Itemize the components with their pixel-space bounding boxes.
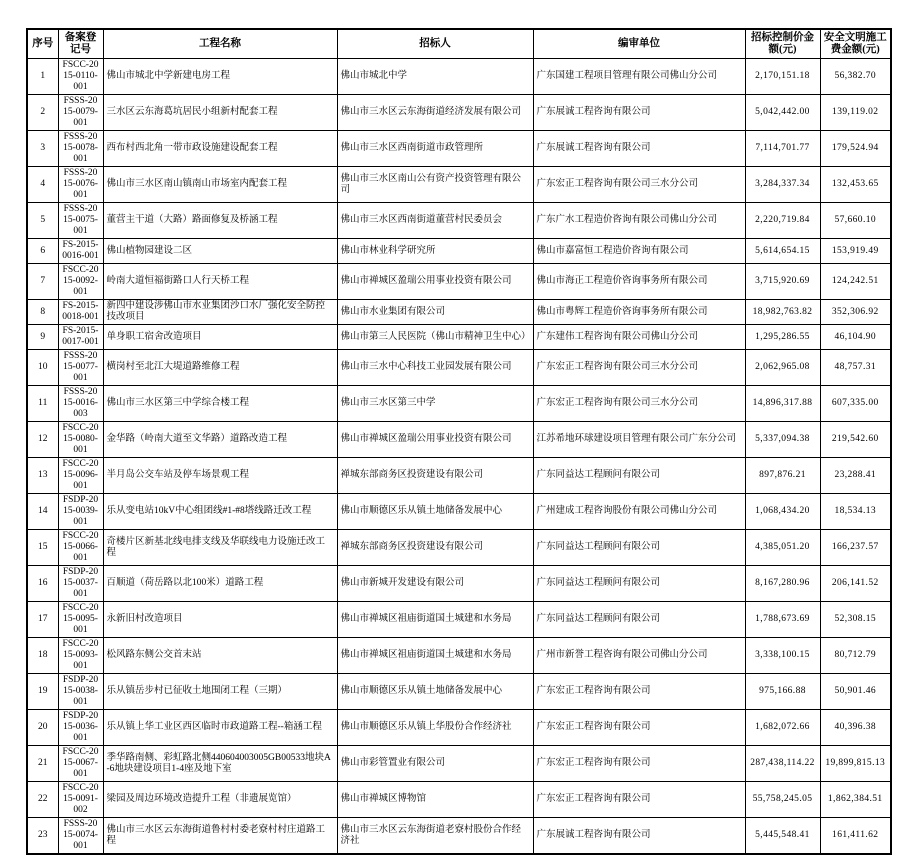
tenderer-cell: 佛山市三水区西南街道市政管理所 <box>337 131 533 167</box>
control-price-cell: 2,170,151.18 <box>745 59 820 95</box>
table-row <box>27 818 891 855</box>
review-unit-cell: 广东同益达工程顾问有限公司 <box>533 458 745 494</box>
control-price-cell: 3,338,100.15 <box>745 638 820 674</box>
seq-cell: 10 <box>27 350 58 386</box>
header-safety-fee: 安全文明施工费金额(元) <box>820 29 891 59</box>
seq-cell: 20 <box>27 710 58 746</box>
safety-fee-cell: 124,242.51 <box>820 264 891 300</box>
tenderer-cell: 佛山市林业科学研究所 <box>337 239 533 264</box>
project-name-cell: 新四中建设涉佛山市水业集团沙口水厂强化安全防控技改项目 <box>103 300 337 325</box>
table-row <box>27 782 891 818</box>
safety-fee-cell: 166,237.57 <box>820 530 891 566</box>
project-name-cell: 乐从镇上华工业区西区临时市政道路工程--箱涵工程 <box>103 710 337 746</box>
registration-cell: FSDP-2015-0037-001 <box>58 566 103 602</box>
project-name-cell: 佛山市三水区云东海街道鲁村村委老寮村村庄道路工程 <box>103 818 337 855</box>
project-name-cell: 奇楼片区新基北线电排支线及华联线电力设施迁改工程 <box>103 530 337 566</box>
safety-fee-cell: 19,899,815.13 <box>820 746 891 782</box>
seq-cell: 18 <box>27 638 58 674</box>
control-price-cell: 3,715,920.69 <box>745 264 820 300</box>
tenderer-cell: 佛山市城北中学 <box>337 59 533 95</box>
tenderer-cell: 佛山市顺德区乐从镇土地储备发展中心 <box>337 674 533 710</box>
table-row <box>27 494 891 530</box>
control-price-cell: 14,896,317.88 <box>745 386 820 422</box>
tenderer-cell: 佛山市彩管置业有限公司 <box>337 746 533 782</box>
safety-fee-cell: 161,411.62 <box>820 818 891 855</box>
table-header <box>27 29 891 59</box>
registration-cell: FSCC-2015-0095-001 <box>58 602 103 638</box>
tenderer-cell: 佛山市顺德区乐从镇上华股份合作经济社 <box>337 710 533 746</box>
tenderer-cell: 佛山市第三人民医院（佛山市精神卫生中心） <box>337 325 533 350</box>
seq-cell: 19 <box>27 674 58 710</box>
seq-cell: 14 <box>27 494 58 530</box>
table-row <box>27 325 891 350</box>
review-unit-cell: 广东展诚工程咨询有限公司 <box>533 131 745 167</box>
control-price-cell: 1,682,072.66 <box>745 710 820 746</box>
tenderer-cell: 佛山市三水区第三中学 <box>337 386 533 422</box>
project-name-cell: 西布村西北角一带市政设施建设配套工程 <box>103 131 337 167</box>
table-row <box>27 710 891 746</box>
control-price-cell: 975,166.88 <box>745 674 820 710</box>
tenderer-cell: 佛山市三水区西南街道董营村民委员会 <box>337 203 533 239</box>
registration-cell: FSSS-2015-0077-001 <box>58 350 103 386</box>
registration-cell: FSSS-2015-0016-003 <box>58 386 103 422</box>
table-row <box>27 350 891 386</box>
control-price-cell: 1,788,673.69 <box>745 602 820 638</box>
control-price-cell: 1,295,286.55 <box>745 325 820 350</box>
table-row <box>27 674 891 710</box>
project-name-cell: 松风路东侧公交首末站 <box>103 638 337 674</box>
table-row <box>27 167 891 203</box>
safety-fee-cell: 52,308.15 <box>820 602 891 638</box>
table-row <box>27 566 891 602</box>
table-row <box>27 638 891 674</box>
tenderer-cell: 佛山市新城开发建设有限公司 <box>337 566 533 602</box>
review-unit-cell: 广东宏正工程咨询有限公司 <box>533 710 745 746</box>
control-price-cell: 5,337,094.38 <box>745 422 820 458</box>
seq-cell: 9 <box>27 325 58 350</box>
safety-fee-cell: 50,901.46 <box>820 674 891 710</box>
registration-cell: FSCC-2015-0092-001 <box>58 264 103 300</box>
safety-fee-cell: 57,660.10 <box>820 203 891 239</box>
safety-fee-cell: 153,919.49 <box>820 239 891 264</box>
header-row <box>27 29 891 59</box>
registration-cell: FSDP-2015-0036-001 <box>58 710 103 746</box>
registration-cell: FSDP-2015-0039-001 <box>58 494 103 530</box>
seq-cell: 21 <box>27 746 58 782</box>
control-price-cell: 3,284,337.34 <box>745 167 820 203</box>
review-unit-cell: 江苏希地环球建设项目管理有限公司广东分公司 <box>533 422 745 458</box>
seq-cell: 15 <box>27 530 58 566</box>
review-unit-cell: 广东宏正工程咨询有限公司三水分公司 <box>533 350 745 386</box>
control-price-cell: 5,042,442.00 <box>745 95 820 131</box>
registration-cell: FSCC-2015-0066-001 <box>58 530 103 566</box>
control-price-cell: 7,114,701.77 <box>745 131 820 167</box>
seq-cell: 8 <box>27 300 58 325</box>
review-unit-cell: 广东国建工程项目管理有限公司佛山分公司 <box>533 59 745 95</box>
registration-cell: FSCC-2015-0067-001 <box>58 746 103 782</box>
tenderer-cell: 佛山市水业集团有限公司 <box>337 300 533 325</box>
table-row <box>27 59 891 95</box>
table-row <box>27 602 891 638</box>
seq-cell: 1 <box>27 59 58 95</box>
seq-cell: 4 <box>27 167 58 203</box>
review-unit-cell: 广东建伟工程咨询有限公司佛山分公司 <box>533 325 745 350</box>
header-registration: 备案登记号 <box>58 29 103 59</box>
seq-cell: 23 <box>27 818 58 855</box>
header-tenderer: 招标人 <box>337 29 533 59</box>
table-row <box>27 239 891 264</box>
table-row <box>27 458 891 494</box>
review-unit-cell: 广东广水工程造价咨询有限公司佛山分公司 <box>533 203 745 239</box>
header-project-name: 工程名称 <box>103 29 337 59</box>
table-row <box>27 95 891 131</box>
review-unit-cell: 广东同益达工程顾问有限公司 <box>533 566 745 602</box>
project-name-cell: 梁园及周边环境改造提升工程（非遗展览馆） <box>103 782 337 818</box>
tenderer-cell: 佛山市三水区云东海街道经济发展有限公司 <box>337 95 533 131</box>
tenderer-cell: 佛山市禅城区盈瑞公用事业投资有限公司 <box>337 422 533 458</box>
table-row <box>27 264 891 300</box>
control-price-cell: 1,068,434.20 <box>745 494 820 530</box>
review-unit-cell: 佛山市粤辉工程造价咨询事务所有限公司 <box>533 300 745 325</box>
seq-cell: 13 <box>27 458 58 494</box>
safety-fee-cell: 179,524.94 <box>820 131 891 167</box>
registration-cell: FSSS-2015-0076-001 <box>58 167 103 203</box>
review-unit-cell: 佛山市嘉富恒工程造价咨询有限公司 <box>533 239 745 264</box>
review-unit-cell: 广东宏正工程咨询有限公司 <box>533 674 745 710</box>
review-unit-cell: 广州建成工程咨询股份有限公司佛山分公司 <box>533 494 745 530</box>
review-unit-cell: 广东宏正工程咨询有限公司三水分公司 <box>533 386 745 422</box>
registration-cell: FSDP-2015-0038-001 <box>58 674 103 710</box>
registration-cell: FSSS-2015-0074-001 <box>58 818 103 855</box>
safety-fee-cell: 206,141.52 <box>820 566 891 602</box>
tenderer-cell: 佛山市三水区云东海街道老寮村股份合作经济社 <box>337 818 533 855</box>
project-name-cell: 岭南大道恒福街路口人行天桥工程 <box>103 264 337 300</box>
tenderer-cell: 禅城东部商务区投资建设有限公司 <box>337 458 533 494</box>
control-price-cell: 18,982,763.82 <box>745 300 820 325</box>
bid-control-price-table <box>26 28 892 855</box>
tenderer-cell: 佛山市三水区南山公有资产投资管理有限公司 <box>337 167 533 203</box>
registration-cell: FS-2015-0017-001 <box>58 325 103 350</box>
project-name-cell: 半月岛公交车站及停车场景观工程 <box>103 458 337 494</box>
project-name-cell: 三水区云东海葛坑居民小组新村配套工程 <box>103 95 337 131</box>
control-price-cell: 55,758,245.05 <box>745 782 820 818</box>
safety-fee-cell: 23,288.41 <box>820 458 891 494</box>
registration-cell: FSCC-2015-0091-002 <box>58 782 103 818</box>
tenderer-cell: 禅城东部商务区投资建设有限公司 <box>337 530 533 566</box>
header-review-unit: 编审单位 <box>533 29 745 59</box>
safety-fee-cell: 40,396.38 <box>820 710 891 746</box>
review-unit-cell: 广东宏正工程咨询有限公司三水分公司 <box>533 167 745 203</box>
control-price-cell: 2,062,965.08 <box>745 350 820 386</box>
tenderer-cell: 佛山市禅城区祖庙街道国土城建和水务局 <box>337 638 533 674</box>
control-price-cell: 287,438,114.22 <box>745 746 820 782</box>
registration-cell: FSSS-2015-0078-001 <box>58 131 103 167</box>
project-name-cell: 金华路（岭南大道至文华路）道路改造工程 <box>103 422 337 458</box>
review-unit-cell: 佛山市海正工程造价咨询事务所有限公司 <box>533 264 745 300</box>
seq-cell: 7 <box>27 264 58 300</box>
project-name-cell: 乐从镇岳步村已征收土地围闭工程（三期） <box>103 674 337 710</box>
header-seq: 序号 <box>27 29 58 59</box>
project-name-cell: 单身职工宿舍改造项目 <box>103 325 337 350</box>
table-row <box>27 422 891 458</box>
registration-cell: FS-2015-0018-001 <box>58 300 103 325</box>
control-price-cell: 897,876.21 <box>745 458 820 494</box>
seq-cell: 5 <box>27 203 58 239</box>
table-row <box>27 300 891 325</box>
registration-cell: FSSS-2015-0075-001 <box>58 203 103 239</box>
control-price-cell: 8,167,280.96 <box>745 566 820 602</box>
control-price-cell: 5,445,548.41 <box>745 818 820 855</box>
seq-cell: 12 <box>27 422 58 458</box>
safety-fee-cell: 1,862,384.51 <box>820 782 891 818</box>
review-unit-cell: 广东宏正工程咨询有限公司 <box>533 782 745 818</box>
registration-cell: FSSS-2015-0079-001 <box>58 95 103 131</box>
review-unit-cell: 广州市新誉工程咨询有限公司佛山分公司 <box>533 638 745 674</box>
review-unit-cell: 广东同益达工程顾问有限公司 <box>533 602 745 638</box>
review-unit-cell: 广东宏正工程咨询有限公司 <box>533 746 745 782</box>
project-name-cell: 佛山市城北中学新建电房工程 <box>103 59 337 95</box>
table-row <box>27 131 891 167</box>
seq-cell: 22 <box>27 782 58 818</box>
control-price-cell: 4,385,051.20 <box>745 530 820 566</box>
safety-fee-cell: 352,306.92 <box>820 300 891 325</box>
safety-fee-cell: 607,335.00 <box>820 386 891 422</box>
safety-fee-cell: 46,104.90 <box>820 325 891 350</box>
tenderer-cell: 佛山市禅城区祖庙街道国土城建和水务局 <box>337 602 533 638</box>
review-unit-cell: 广东展诚工程咨询有限公司 <box>533 818 745 855</box>
safety-fee-cell: 139,119.02 <box>820 95 891 131</box>
review-unit-cell: 广东同益达工程顾问有限公司 <box>533 530 745 566</box>
seq-cell: 11 <box>27 386 58 422</box>
project-name-cell: 董营主干道（大路）路面修复及桥涵工程 <box>103 203 337 239</box>
seq-cell: 17 <box>27 602 58 638</box>
safety-fee-cell: 18,534.13 <box>820 494 891 530</box>
project-name-cell: 季华路南侧、彩虹路北侧440604003005GB00533地块A-6地块建设项目1-4座及地下室 <box>103 746 337 782</box>
table-row <box>27 746 891 782</box>
tenderer-cell: 佛山市禅城区盈瑞公用事业投资有限公司 <box>337 264 533 300</box>
tenderer-cell: 佛山市禅城区博物馆 <box>337 782 533 818</box>
registration-cell: FSCC-2015-0093-001 <box>58 638 103 674</box>
safety-fee-cell: 48,757.31 <box>820 350 891 386</box>
project-name-cell: 永新旧村改造项目 <box>103 602 337 638</box>
project-name-cell: 百顺道（荷岳路以北100米）道路工程 <box>103 566 337 602</box>
seq-cell: 16 <box>27 566 58 602</box>
seq-cell: 2 <box>27 95 58 131</box>
table-body <box>27 59 891 855</box>
review-unit-cell: 广东展诚工程咨询有限公司 <box>533 95 745 131</box>
project-name-cell: 乐从变电站10kV中心组团线#1-#8塔线路迁改工程 <box>103 494 337 530</box>
project-name-cell: 佛山市三水区南山镇南山市场室内配套工程 <box>103 167 337 203</box>
control-price-cell: 2,220,719.84 <box>745 203 820 239</box>
safety-fee-cell: 80,712.79 <box>820 638 891 674</box>
table-row <box>27 530 891 566</box>
safety-fee-cell: 132,453.65 <box>820 167 891 203</box>
registration-cell: FSCC-2015-0096-001 <box>58 458 103 494</box>
header-control-price: 招标控制价金额(元) <box>745 29 820 59</box>
seq-cell: 6 <box>27 239 58 264</box>
registration-cell: FSCC-2015-0080-001 <box>58 422 103 458</box>
tenderer-cell: 佛山市三水中心科技工业园发展有限公司 <box>337 350 533 386</box>
safety-fee-cell: 56,382.70 <box>820 59 891 95</box>
control-price-cell: 5,614,654.15 <box>745 239 820 264</box>
seq-cell: 3 <box>27 131 58 167</box>
project-name-cell: 佛山植物园建设二区 <box>103 239 337 264</box>
project-name-cell: 横岗村至北江大堤道路维修工程 <box>103 350 337 386</box>
registration-cell: FS-2015-0016-001 <box>58 239 103 264</box>
safety-fee-cell: 219,542.60 <box>820 422 891 458</box>
project-name-cell: 佛山市三水区第三中学综合楼工程 <box>103 386 337 422</box>
table-row <box>27 386 891 422</box>
registration-cell: FSCC-2015-0110-001 <box>58 59 103 95</box>
tenderer-cell: 佛山市顺德区乐从镇土地储备发展中心 <box>337 494 533 530</box>
table-row <box>27 203 891 239</box>
